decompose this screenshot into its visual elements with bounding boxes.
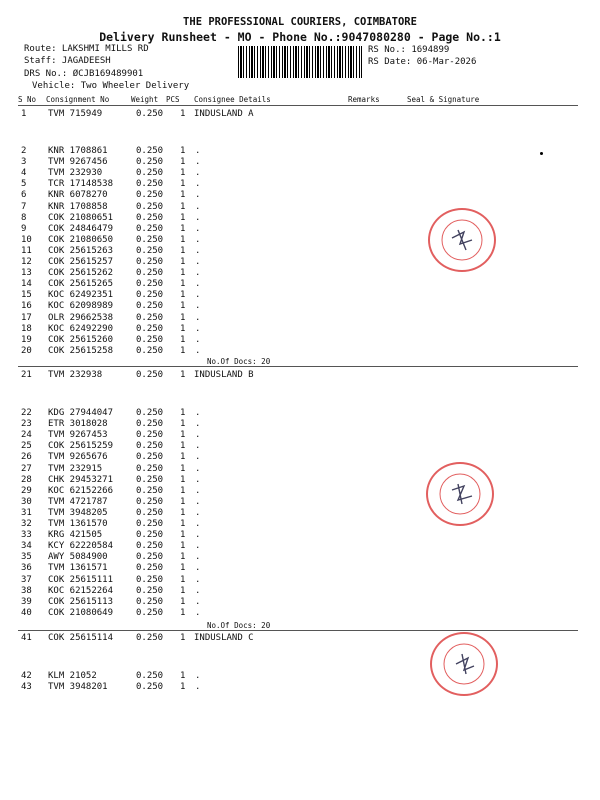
header-divider bbox=[18, 105, 578, 106]
cell-dot: . bbox=[195, 334, 201, 345]
table-row bbox=[0, 168, 600, 179]
cell-sno: 31 bbox=[21, 507, 32, 518]
cell-pcs: 1 bbox=[180, 290, 186, 301]
cell-wt: 0.250 bbox=[136, 257, 164, 267]
cell-cno: TVM 3948205 bbox=[48, 507, 108, 518]
company-title: THE PROFESSIONAL COURIERS, COIMBATORE bbox=[183, 16, 417, 28]
col-seal: Seal & Signature bbox=[407, 95, 480, 104]
cell-cno: KDG 27944047 bbox=[48, 408, 114, 418]
table-row bbox=[0, 301, 600, 312]
cell-pcs: 1 bbox=[180, 334, 186, 345]
cell-sno: 16 bbox=[21, 301, 32, 312]
cell-pcs: 1 bbox=[180, 541, 186, 552]
bank-stamp bbox=[430, 632, 498, 696]
table-row bbox=[0, 486, 600, 497]
cell-sno: 12 bbox=[21, 257, 32, 267]
cell-dot: . bbox=[195, 607, 201, 618]
table-row bbox=[0, 419, 600, 430]
table-row bbox=[0, 157, 600, 168]
cell-sno: 39 bbox=[21, 596, 32, 607]
cell-wt: 0.250 bbox=[136, 179, 164, 190]
col-consignment: Consignment No bbox=[46, 95, 110, 104]
table-row bbox=[0, 430, 600, 441]
cell-dot: . bbox=[195, 312, 201, 323]
col-remarks: Remarks bbox=[348, 95, 380, 104]
cell-pcs: 1 bbox=[180, 485, 186, 496]
cell-wt: 0.250 bbox=[136, 157, 164, 168]
cell-cno: KCY 62220584 bbox=[48, 541, 114, 552]
cell-sno: 30 bbox=[21, 496, 32, 507]
rs-number: RS No.: 1694899 bbox=[368, 45, 450, 55]
cell-wt: 0.250 bbox=[136, 212, 164, 223]
cell-cno: COK 25615259 bbox=[48, 441, 114, 452]
table-row bbox=[0, 257, 600, 268]
cell-sno: 18 bbox=[21, 323, 32, 334]
cell-pcs: 1 bbox=[180, 146, 186, 156]
cell-dot: . bbox=[195, 257, 201, 267]
cell-sno: 3 bbox=[21, 157, 27, 168]
cell-wt: 0.250 bbox=[136, 279, 164, 290]
cell-cno: KOC 62152264 bbox=[48, 585, 114, 596]
cell-dot: . bbox=[195, 552, 201, 563]
cell-cno: COK 21080650 bbox=[48, 234, 114, 245]
table-row bbox=[0, 563, 600, 574]
cell-sno: 9 bbox=[21, 223, 27, 234]
cell-cno: TVM 232930 bbox=[48, 168, 103, 179]
cell-dot: . bbox=[195, 190, 201, 201]
cell-wt: 0.250 bbox=[136, 430, 164, 441]
drs-label: DRS No.: ØCJB169489901 bbox=[24, 69, 144, 79]
cell-dot: . bbox=[195, 301, 201, 312]
cell-cno: ETR 3018028 bbox=[48, 419, 108, 430]
cell-cno: TVM 9267456 bbox=[48, 157, 108, 168]
cell-wt: 0.250 bbox=[136, 463, 164, 474]
cell-dot: . bbox=[195, 408, 201, 418]
cell-sno: 22 bbox=[21, 408, 32, 418]
table-row bbox=[0, 597, 600, 608]
cell-dot: . bbox=[195, 519, 201, 529]
cell-sno: 23 bbox=[21, 419, 32, 430]
cell-cno: KNR 6078270 bbox=[48, 190, 108, 201]
docs-count-a: No.Of Docs: 20 bbox=[207, 357, 271, 366]
cell-pcs: 1 bbox=[180, 585, 186, 596]
ink-dot bbox=[540, 152, 543, 155]
cell-dot: . bbox=[195, 574, 201, 585]
cell-cno: COK 25615111 bbox=[48, 574, 114, 585]
table-row bbox=[0, 441, 600, 452]
cell-dot: . bbox=[195, 585, 201, 596]
cell-dot: . bbox=[195, 496, 201, 507]
cell-sno: 36 bbox=[21, 563, 32, 574]
cell-cno: KOC 62492351 bbox=[48, 290, 114, 301]
barcode-image bbox=[238, 46, 362, 78]
cell-sno: 33 bbox=[21, 530, 32, 541]
table-row bbox=[0, 246, 600, 257]
table-row bbox=[0, 235, 600, 246]
cell-wt: 0.250 bbox=[136, 541, 164, 552]
cell-sno: 11 bbox=[21, 245, 32, 256]
cell-dot: . bbox=[195, 541, 201, 552]
cell-wt: 0.250 bbox=[136, 452, 164, 463]
docs-count-b: No.Of Docs: 20 bbox=[207, 621, 271, 630]
table-row bbox=[0, 541, 600, 552]
table-row bbox=[0, 179, 600, 190]
cell-cno: KNR 1708858 bbox=[48, 201, 108, 212]
cell-sno: 4 bbox=[21, 168, 27, 179]
cell-cno: COK 21080649 bbox=[48, 607, 114, 618]
cell-wt: 0.250 bbox=[136, 419, 164, 430]
cell-wt: 0.250 bbox=[136, 563, 164, 574]
cell-wt: 0.250 bbox=[136, 574, 164, 585]
cell-wt: 0.250 bbox=[136, 201, 164, 212]
cell-sno: 17 bbox=[21, 312, 32, 323]
cell-wt: 0.250 bbox=[136, 530, 164, 541]
group-a-divider bbox=[18, 366, 578, 367]
cell-sno: 32 bbox=[21, 519, 32, 529]
col-weight: Weight bbox=[131, 95, 159, 104]
cell-sno: 19 bbox=[21, 334, 32, 345]
cell-cno: AWY 5084900 bbox=[48, 552, 108, 563]
cell-sno: 34 bbox=[21, 541, 32, 552]
cell-wt: 0.250 bbox=[136, 507, 164, 518]
cell-wt: 0.250 bbox=[136, 408, 164, 418]
cell-cno: TVM 9265676 bbox=[48, 452, 108, 463]
table-row bbox=[0, 475, 600, 486]
cell-wt: 0.250 bbox=[136, 596, 164, 607]
cell-sno: 38 bbox=[21, 585, 32, 596]
cell-sno: 5 bbox=[21, 179, 27, 190]
table-row bbox=[0, 519, 600, 530]
cell-dot: . bbox=[195, 323, 201, 334]
bank-stamp bbox=[428, 208, 496, 272]
cell-cno: CHK 29453271 bbox=[48, 474, 114, 485]
route-label: Route: LAKSHMI MILLS RD bbox=[24, 44, 149, 54]
cell-cno: COK 25615113 bbox=[48, 596, 114, 607]
cell-cno: OLR 29662538 bbox=[48, 312, 114, 323]
table-row bbox=[0, 530, 600, 541]
cell-wt: 0.250 bbox=[136, 146, 164, 156]
table-row bbox=[0, 290, 600, 301]
table-row bbox=[0, 324, 600, 335]
cell-wt: 0.250 bbox=[136, 485, 164, 496]
table-row: 1 TVM 715949 0.250 1 INDUSLAND A bbox=[21, 109, 254, 119]
cell-pcs: 1 bbox=[180, 441, 186, 452]
cell-pcs: 1 bbox=[180, 408, 186, 418]
cell-wt: 0.250 bbox=[136, 301, 164, 312]
cell-dot: . bbox=[195, 234, 201, 245]
cell-wt: 0.250 bbox=[136, 334, 164, 345]
cell-wt: 0.250 bbox=[136, 519, 164, 529]
table-row bbox=[0, 346, 600, 357]
cell-pcs: 1 bbox=[180, 245, 186, 256]
vehicle-label: Vehicle: Two Wheeler Delivery bbox=[32, 81, 190, 91]
cell-dot: . bbox=[195, 530, 201, 541]
cell-cno: TVM 3948201 bbox=[48, 682, 108, 693]
col-sno: S No bbox=[18, 95, 37, 104]
cell-pcs: 1 bbox=[180, 268, 186, 279]
cell-sno: 10 bbox=[21, 234, 32, 245]
cell-dot: . bbox=[195, 179, 201, 190]
cell-dot: . bbox=[195, 290, 201, 301]
cell-pcs: 1 bbox=[180, 157, 186, 168]
cell-pcs: 1 bbox=[180, 312, 186, 323]
cell-sno: 29 bbox=[21, 485, 32, 496]
cell-dot: . bbox=[195, 201, 201, 212]
cell-pcs: 1 bbox=[180, 596, 186, 607]
cell-cno: TVM 232915 bbox=[48, 463, 103, 474]
cell-sno: 25 bbox=[21, 441, 32, 452]
cell-sno: 35 bbox=[21, 552, 32, 563]
cell-wt: 0.250 bbox=[136, 190, 164, 201]
cell-pcs: 1 bbox=[180, 223, 186, 234]
cell-dot: . bbox=[195, 212, 201, 223]
cell-sno: 20 bbox=[21, 345, 32, 356]
cell-wt: 0.250 bbox=[136, 290, 164, 301]
cell-wt: 0.250 bbox=[136, 223, 164, 234]
cell-pcs: 1 bbox=[180, 463, 186, 474]
cell-cno: COK 24846479 bbox=[48, 223, 114, 234]
cell-pcs: 1 bbox=[180, 323, 186, 334]
cell-cno: TVM 1361571 bbox=[48, 563, 108, 574]
cell-pcs: 1 bbox=[180, 507, 186, 518]
cell-pcs: 1 bbox=[180, 190, 186, 201]
cell-pcs: 1 bbox=[180, 452, 186, 463]
table-row bbox=[0, 575, 600, 586]
cell-pcs: 1 bbox=[180, 552, 186, 563]
cell-pcs: 1 bbox=[180, 496, 186, 507]
cell-wt: 0.250 bbox=[136, 268, 164, 279]
table-row bbox=[0, 279, 600, 290]
cell-dot: . bbox=[195, 345, 201, 356]
cell-pcs: 1 bbox=[180, 563, 186, 574]
rs-date: RS Date: 06-Mar-2026 bbox=[368, 57, 477, 67]
cell-cno: TCR 17148538 bbox=[48, 179, 114, 190]
cell-wt: 0.250 bbox=[136, 552, 164, 563]
table-row bbox=[0, 268, 600, 279]
table-row bbox=[0, 586, 600, 597]
cell-pcs: 1 bbox=[180, 257, 186, 267]
cell-cno: TVM 4721787 bbox=[48, 496, 108, 507]
table-row: 21 TVM 232938 0.250 1 INDUSLAND B bbox=[21, 370, 254, 380]
cell-pcs: 1 bbox=[180, 430, 186, 441]
cell-cno: KOC 62492290 bbox=[48, 323, 114, 334]
cell-wt: 0.250 bbox=[136, 168, 164, 179]
cell-cno: KOC 62152266 bbox=[48, 485, 114, 496]
cell-sno: 27 bbox=[21, 463, 32, 474]
cell-wt: 0.250 bbox=[136, 323, 164, 334]
cell-cno: KRG 421505 bbox=[48, 530, 103, 541]
cell-sno: 8 bbox=[21, 212, 27, 223]
cell-pcs: 1 bbox=[180, 168, 186, 179]
table-row bbox=[0, 671, 600, 682]
staff-label: Staff: JAGADEESH bbox=[24, 56, 111, 66]
cell-pcs: 1 bbox=[180, 419, 186, 430]
cell-pcs: 1 bbox=[180, 682, 186, 693]
cell-sno: 2 bbox=[21, 146, 27, 156]
cell-dot: . bbox=[195, 682, 201, 693]
table-row bbox=[0, 146, 600, 157]
cell-cno: COK 25615262 bbox=[48, 268, 114, 279]
cell-wt: 0.250 bbox=[136, 671, 164, 681]
cell-pcs: 1 bbox=[180, 345, 186, 356]
cell-wt: 0.250 bbox=[136, 345, 164, 356]
cell-cno: COK 25615257 bbox=[48, 257, 114, 267]
group-b-divider bbox=[18, 630, 578, 631]
cell-dot: . bbox=[195, 474, 201, 485]
cell-pcs: 1 bbox=[180, 279, 186, 290]
cell-sno: 7 bbox=[21, 201, 27, 212]
cell-sno: 40 bbox=[21, 607, 32, 618]
cell-dot: . bbox=[195, 485, 201, 496]
cell-dot: . bbox=[195, 596, 201, 607]
table-row bbox=[0, 213, 600, 224]
cell-cno: COK 25615265 bbox=[48, 279, 114, 290]
cell-sno: 28 bbox=[21, 474, 32, 485]
table-row bbox=[0, 552, 600, 563]
cell-pcs: 1 bbox=[180, 212, 186, 223]
cell-wt: 0.250 bbox=[136, 474, 164, 485]
table-row bbox=[0, 497, 600, 508]
runsheet-title: Delivery Runsheet - MO - Phone No.:9047080280 - Page No.:1 bbox=[99, 30, 501, 44]
cell-cno: TVM 1361570 bbox=[48, 519, 108, 529]
cell-dot: . bbox=[195, 452, 201, 463]
table-row bbox=[0, 224, 600, 235]
cell-cno: KOC 62098989 bbox=[48, 301, 114, 312]
cell-dot: . bbox=[195, 671, 201, 681]
cell-pcs: 1 bbox=[180, 301, 186, 312]
cell-cno: COK 25615258 bbox=[48, 345, 114, 356]
cell-dot: . bbox=[195, 245, 201, 256]
cell-sno: 13 bbox=[21, 268, 32, 279]
cell-pcs: 1 bbox=[180, 201, 186, 212]
cell-cno: KLM 21052 bbox=[48, 671, 97, 681]
cell-dot: . bbox=[195, 463, 201, 474]
cell-sno: 37 bbox=[21, 574, 32, 585]
cell-wt: 0.250 bbox=[136, 441, 164, 452]
cell-dot: . bbox=[195, 223, 201, 234]
cell-cno: COK 25615263 bbox=[48, 245, 114, 256]
cell-sno: 42 bbox=[21, 671, 32, 681]
cell-sno: 15 bbox=[21, 290, 32, 301]
cell-wt: 0.250 bbox=[136, 682, 164, 693]
cell-pcs: 1 bbox=[180, 530, 186, 541]
table-row bbox=[0, 608, 600, 619]
cell-dot: . bbox=[195, 563, 201, 574]
col-pcs: PCS bbox=[166, 95, 180, 104]
col-consignee: Consignee Details bbox=[194, 95, 271, 104]
table-row bbox=[0, 202, 600, 213]
cell-wt: 0.250 bbox=[136, 312, 164, 323]
cell-wt: 0.250 bbox=[136, 245, 164, 256]
table-row bbox=[0, 190, 600, 201]
cell-cno: COK 25615260 bbox=[48, 334, 114, 345]
cell-dot: . bbox=[195, 430, 201, 441]
cell-dot: . bbox=[195, 168, 201, 179]
cell-pcs: 1 bbox=[180, 474, 186, 485]
table-row bbox=[0, 452, 600, 463]
table-row bbox=[0, 464, 600, 475]
cell-dot: . bbox=[195, 279, 201, 290]
cell-pcs: 1 bbox=[180, 607, 186, 618]
cell-dot: . bbox=[195, 507, 201, 518]
table-row bbox=[0, 408, 600, 419]
cell-sno: 43 bbox=[21, 682, 32, 693]
cell-dot: . bbox=[195, 268, 201, 279]
cell-dot: . bbox=[195, 146, 201, 156]
cell-sno: 14 bbox=[21, 279, 32, 290]
cell-cno: KNR 1708861 bbox=[48, 146, 108, 156]
cell-pcs: 1 bbox=[180, 179, 186, 190]
cell-wt: 0.250 bbox=[136, 585, 164, 596]
cell-pcs: 1 bbox=[180, 234, 186, 245]
cell-sno: 26 bbox=[21, 452, 32, 463]
cell-pcs: 1 bbox=[180, 671, 186, 681]
cell-cno: COK 21080651 bbox=[48, 212, 114, 223]
cell-wt: 0.250 bbox=[136, 234, 164, 245]
table-row bbox=[0, 335, 600, 346]
bank-stamp bbox=[426, 462, 494, 526]
cell-pcs: 1 bbox=[180, 519, 186, 529]
cell-dot: . bbox=[195, 419, 201, 430]
cell-wt: 0.250 bbox=[136, 607, 164, 618]
cell-wt: 0.250 bbox=[136, 496, 164, 507]
table-row: 41 COK 25615114 0.250 1 INDUSLAND C bbox=[21, 633, 254, 643]
cell-dot: . bbox=[195, 157, 201, 168]
cell-sno: 6 bbox=[21, 190, 27, 201]
cell-pcs: 1 bbox=[180, 574, 186, 585]
cell-cno: TVM 9267453 bbox=[48, 430, 108, 441]
table-row bbox=[0, 682, 600, 693]
cell-dot: . bbox=[195, 441, 201, 452]
cell-sno: 24 bbox=[21, 430, 32, 441]
table-row bbox=[0, 508, 600, 519]
table-row bbox=[0, 313, 600, 324]
